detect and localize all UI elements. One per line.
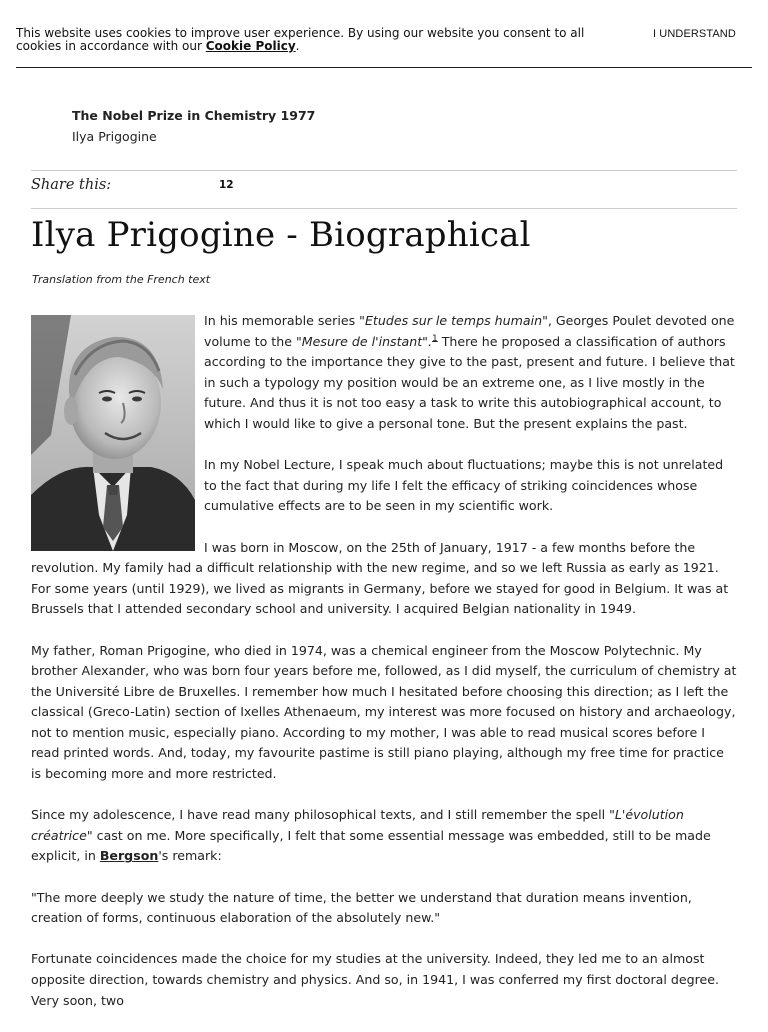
paragraph-5: Since my adolescence, I have read many philosophical texts, and I still remember the spell "L'évolution créatrice" cast on me. More specifically, I felt that some essential message was embedded, still to be made explicit, in Bergson's remark: [31,807,711,864]
paragraph-7: Fortunate coincidences made the choice for my studies at the university. Indeed, they led me to an almost opposite direction, towards chemistry and physics. And so, in 1941, I was conferred my first doctoral degree. Very soon, two [31,951,719,1008]
paragraph-2: In my Nobel Lecture, I speak much about fluctuations; maybe this is not unrelated to the fact that during my life I felt the efficacy of striking coincidences whose cumulative effects are to be seen in my scientific work. [204,457,724,514]
laureate-name: Ilya Prigogine [72,129,157,144]
biography-text [31,311,737,1032]
bergson-link[interactable]: Bergson [99,848,159,864]
accept-cookies-button[interactable]: I UNDERSTAND [653,28,736,40]
translation-note: Translation from the French text [32,273,211,286]
paragraph-3: I was born in Moscow, on the 25th of January, 1917 - a few months before the revolution. My family had a difficult relationship with the new regime, and so we left Russia as early as 1921. For some years (until 1929), we lived as migrants in Germany, before we stayed for good in Belgium. It was at Brussels that I attended secondary school and university. I acquired Belgian nationality in 1949. [31,539,729,617]
cookie-policy-link[interactable]: Cookie Policy [205,39,296,53]
share-count: 12 [219,179,234,191]
portrait-spacer [31,311,204,547]
prize-title: The Nobel Prize in Chemistry 1977 [72,108,316,123]
paragraph-1: In his memorable series "Etudes sur le temps humain", Georges Poulet devoted one volume to the "Mesure de l'instant".$^1$ There he proposed a classification of authors according to the importance they give to the past, present and future. I believe that in such a typology my position would be an extreme one, as I live mostly in the future. And thus it is not too easy a task to write this autobiographical account, to which I would like to give a personal tone. But the present explains the past. [204,313,735,431]
prize-info [72,107,315,146]
cookie-message: This website uses cookies to improve user experience. By using our website you consent to all cookies in accordance with our Cookie Policy. [16,26,585,53]
page-title: Ilya Prigogine - Biographical [31,215,531,255]
share-bar [31,170,737,209]
paragraph-4: My father, Roman Prigogine, who died in 1974, was a chemical engineer from the Moscow Polytechnic. My brother Alexander, who was born four years before me, followed, as I did myself, the curriculum of chemistry at the Université Libre de Bruxelles. I remember how much I hesitated before choosing this direction; as I left the classical (Greco-Latin) section of Ixelles Athenaeum, my interest was more focused on history and archaeology, not to mention music, especially piano. According to my mother, I was able to read musical scores before I read printed words. And, today, my favourite pastime is still piano playing, although my free time for practice is becoming more and more restricted. [31,642,737,782]
footnote-link[interactable]: 1 [431,333,438,344]
share-label: Share this: [31,177,112,193]
cookie-banner [16,27,752,68]
quote-paragraph: "The more deeply we study the nature of time, the better we understand that duration means invention, creation of forms, continuous elaboration of the absolutely new." [31,889,692,926]
